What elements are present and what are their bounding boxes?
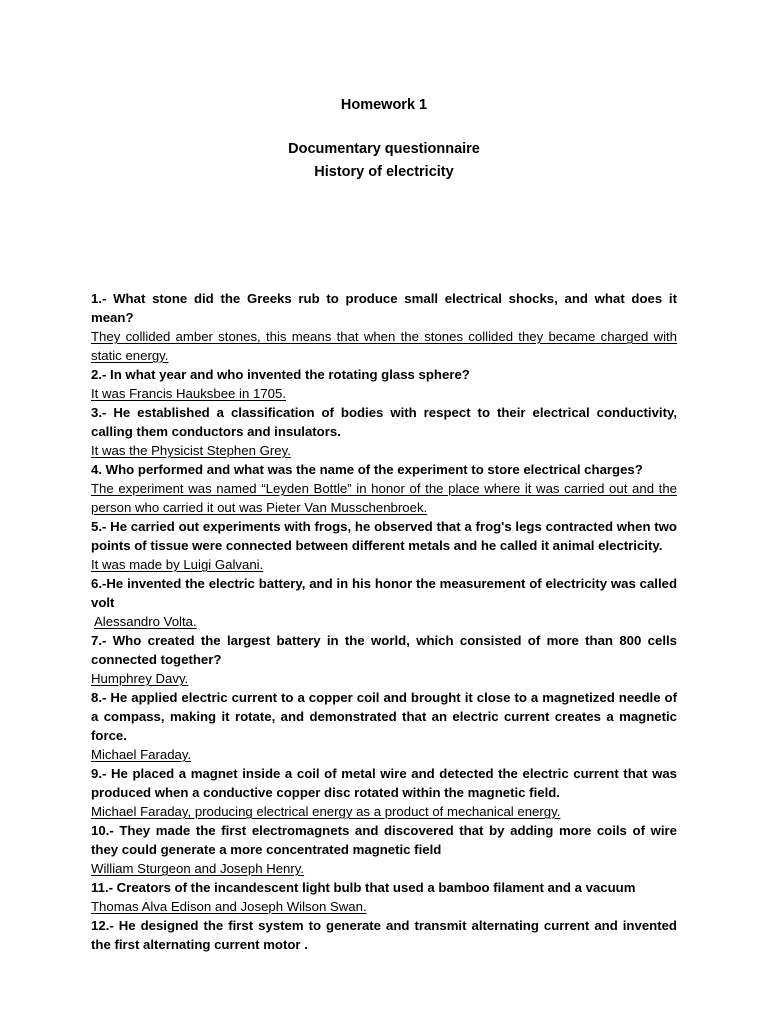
question-3: 3.- He established a classification of bodies with respect to their electrical conductivity, calling them conductors and insulators. xyxy=(91,405,677,439)
question-6: 6.-He invented the electric battery, and in his honor the measurement of electricity was called volt xyxy=(91,576,677,610)
question-11: 11.- Creators of the incandescent light bulb that used a bamboo filament and a vacuum xyxy=(91,880,636,895)
document-subtitle: Documentary questionnaire xyxy=(288,141,480,157)
question-2: 2.- In what year and who invented the rotating glass sphere? xyxy=(91,367,470,382)
questionnaire xyxy=(91,289,677,954)
question-12: 12.- He designed the first system to generate and transmit alternating current and invented the first alternating current motor . xyxy=(91,918,677,952)
document-topic: History of electricity xyxy=(314,164,454,180)
question-9: 9.- He placed a magnet inside a coil of metal wire and detected the electric current that was produced when a conductive copper disc rotated within the magnetic field. xyxy=(91,766,677,800)
question-8: 8.- He applied electric current to a copper coil and brought it close to a magnetized needle of a compass, making it rotate, and demonstrated that an electric current creates a magnetic force. xyxy=(91,690,677,743)
question-5: 5.- He carried out experiments with frogs, he observed that a frog's legs contracted when two points of tissue were connected between different metals and he called it animal electricity. xyxy=(91,519,677,553)
answer-6: Alessandro Volta. xyxy=(94,614,197,629)
answer-3: It was the Physicist Stephen Grey. xyxy=(91,443,291,458)
answer-2: It was Francis Hauksbee in 1705. xyxy=(91,386,286,401)
question-10: 10.- They made the first electromagnets and discovered that by adding more coils of wire they could generate a more concentrated magnetic field xyxy=(91,823,677,857)
answer-4: The experiment was named “Leyden Bottle” in honor of the place where it was carried out and the person who carried it out was Pieter Van Musschenbroek. xyxy=(91,481,677,515)
answer-9: Michael Faraday, producing electrical energy as a product of mechanical energy. xyxy=(91,804,561,819)
document-title: Homework 1 xyxy=(340,97,428,113)
answer-7: Humphrey Davy. xyxy=(91,671,189,686)
question-1: 1.- What stone did the Greeks rub to produce small electrical shocks, and what does it mean? xyxy=(91,291,677,325)
question-7: 7.- Who created the largest battery in the world, which consisted of more than 800 cells connected together? xyxy=(91,633,677,667)
question-4: 4. Who performed and what was the name of the experiment to store electrical charges? xyxy=(91,462,643,477)
answer-8: Michael Faraday. xyxy=(91,747,192,762)
answer-11: Thomas Alva Edison and Joseph Wilson Swan. xyxy=(91,899,367,914)
answer-10: William Sturgeon and Joseph Henry. xyxy=(91,861,305,876)
answer-1: They collided amber stones, this means that when the stones collided they became charged with static energy. xyxy=(91,329,677,363)
answer-5: It was made by Luigi Galvani. xyxy=(91,557,264,572)
